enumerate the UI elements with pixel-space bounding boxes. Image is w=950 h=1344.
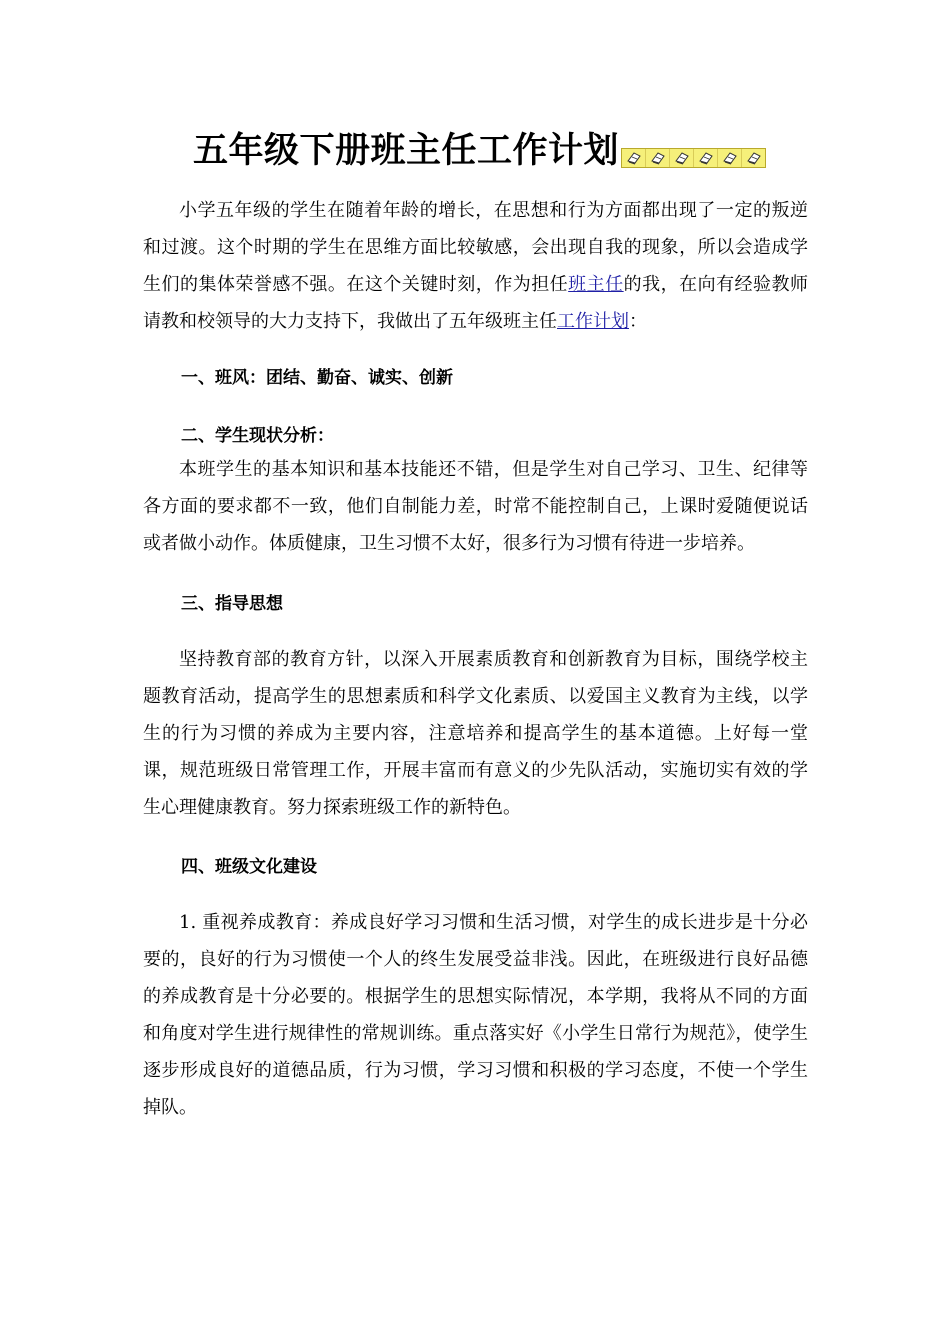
intro-paragraph [143, 192, 808, 340]
book-icon [694, 149, 718, 167]
book-icon [670, 149, 694, 167]
intro-text-1: 小学五年级的学生在随着年龄的增长，在思想和行为方面都出现了一定的叛逆和过渡。这个时期的学生在思维方面比较敏感，会出现自我的现象，所以会造成学生们的集体荣誉感不强。在这个关键时刻，作为担任 [143, 200, 808, 295]
book-icon [646, 149, 670, 167]
link-work-plan[interactable]: 工作计划 [557, 311, 629, 332]
section-heading-1: 一、班风：团结、勤奋、诚实、创新 [181, 368, 453, 388]
section-heading-3: 三、指导思想 [181, 594, 283, 614]
title-row [193, 128, 766, 174]
book-icon [742, 149, 765, 167]
document-title: 五年级下册班主任工作计划 [193, 131, 620, 171]
intro-text-3: ： [629, 311, 647, 332]
link-class-teacher[interactable]: 班主任 [568, 274, 624, 295]
section-body-4: 1. 重视养成教育：养成良好学习习惯和生活习惯，对学生的成长进步是十分必要的，良好的行为习惯使一个人的终生发展受益非浅。因此，在班级进行良好品德的养成教育是十分必要的。根据学生的思想实际情况，本学期，我将从不同的方面和角度对学生进行规律性的常规训练。重点落实好《小学生日常行为规范》，使学生逐步形成良好的道德品质，行为习惯，学习习惯和积极的学习态度，不使一个学生掉队。 [143, 912, 808, 1118]
section-heading-2: 二、学生现状分析： [181, 426, 334, 446]
title-icon-strip [621, 148, 766, 168]
book-icon [718, 149, 742, 167]
section-heading-4: 四、班级文化建设 [181, 857, 317, 877]
section-body-2: 本班学生的基本知识和基本技能还不错，但是学生对自己学习、卫生、纪律等各方面的要求都不一致，他们自制能力差，时常不能控制自己，上课时爱随便说话或者做小动作。体质健康，卫生习惯不太好，很多行为习惯有待进一步培养。 [143, 459, 808, 554]
section-body-3: 坚持教育部的教育方针，以深入开展素质教育和创新教育为目标，围绕学校主题教育活动，提高学生的思想素质和科学文化素质、以爱国主义教育为主线，以学生的行为习惯的养成为主要内容，注意培养和提高学生的基本道德。上好每一堂课，规范班级日常管理工作，开展丰富而有意义的少先队活动，实施切实有效的学生心理健康教育。努力探索班级工作的新特色。 [143, 649, 808, 818]
book-icon [622, 149, 646, 167]
intro-text-2: 的我，在向有经验教师请教和校领导的大力支持下，我做出了五年级班主任 [143, 274, 809, 332]
